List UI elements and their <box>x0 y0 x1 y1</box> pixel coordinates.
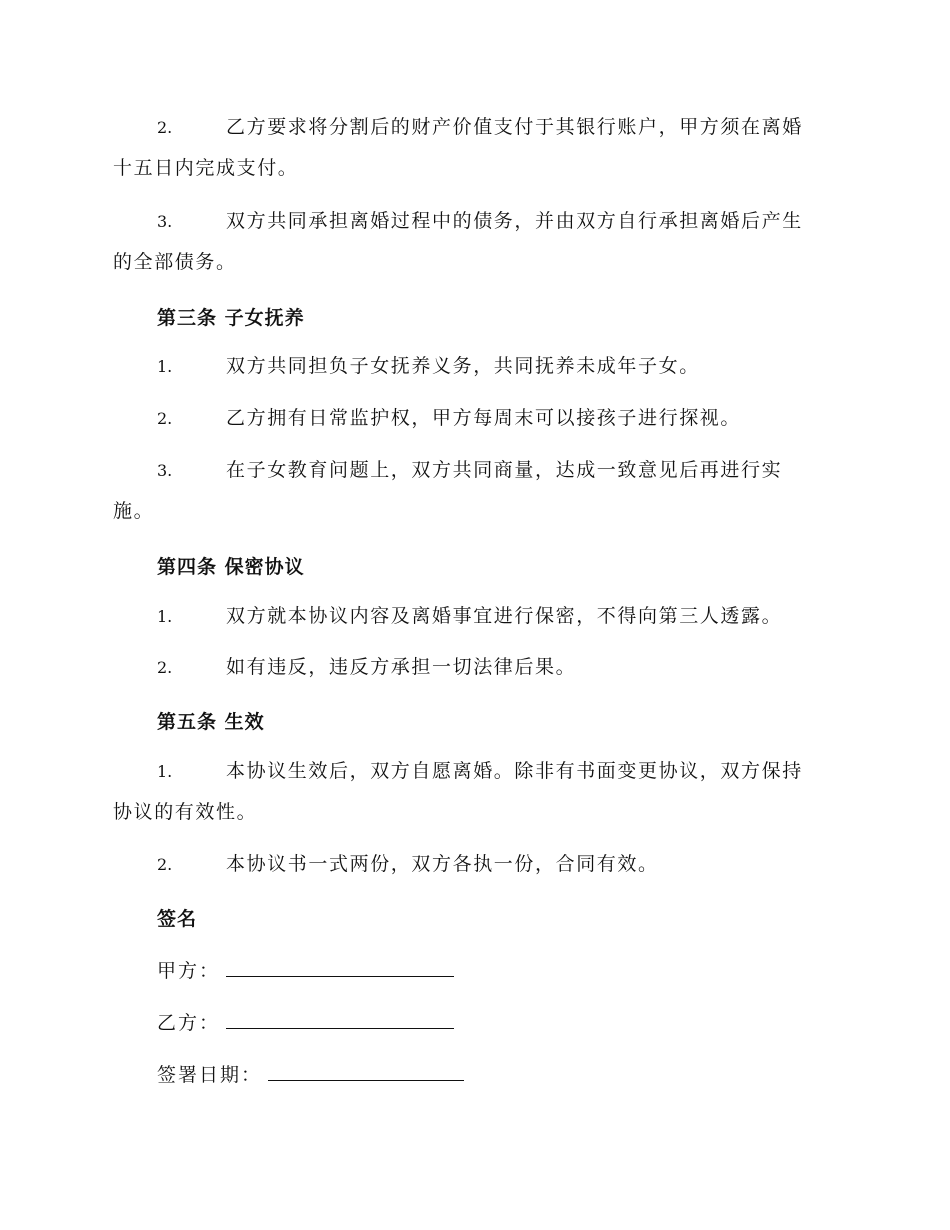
item-number: 3. <box>157 461 173 480</box>
item-text: 双方就本协议内容及离婚事宜进行保密，不得向第三人透露。 <box>226 605 783 627</box>
list-item <box>113 107 833 189</box>
signing-date-line <box>268 1079 464 1081</box>
list-item <box>113 201 833 283</box>
item-text: 乙方要求将分割后的财产价值支付于其银行账户，甲方须在离婚 <box>226 116 803 138</box>
item-text-continued: 协议的有效性。 <box>113 801 258 823</box>
list-item <box>113 647 833 688</box>
item-text: 双方共同担负子女抚养义务，共同抚养未成年子女。 <box>226 355 700 377</box>
party-b-signature-line <box>226 1027 454 1029</box>
item-text: 双方共同承担离婚过程中的债务，并由双方自行承担离婚后产生 <box>226 210 803 232</box>
section-heading: 第四条 保密协议 <box>157 556 305 578</box>
list-item <box>113 346 833 387</box>
item-number: 2. <box>157 118 173 137</box>
item-number: 2. <box>157 409 173 428</box>
signing-date <box>157 1060 464 1087</box>
list-item <box>113 844 833 885</box>
item-text: 本协议生效后，双方自愿离婚。除非有书面变更协议，双方保持 <box>226 760 803 782</box>
item-text-continued: 十五日内完成支付。 <box>113 157 299 179</box>
section-heading: 第五条 生效 <box>157 711 265 733</box>
list-item <box>113 596 833 637</box>
item-number: 1. <box>157 607 173 626</box>
party-a-label: 甲方： <box>157 960 221 982</box>
party-a-signature <box>157 956 454 983</box>
signature-heading: 签名 <box>157 908 198 930</box>
party-a-signature-line <box>226 975 454 977</box>
list-item <box>113 450 833 532</box>
item-number: 1. <box>157 357 173 376</box>
item-number: 1. <box>157 762 173 781</box>
list-item <box>113 398 833 439</box>
item-number: 2. <box>157 658 173 677</box>
signing-date-label: 签署日期： <box>157 1064 263 1086</box>
item-text-continued: 施。 <box>113 500 155 522</box>
list-item <box>113 751 833 833</box>
item-number: 2. <box>157 855 173 874</box>
item-text: 乙方拥有日常监护权，甲方每周末可以接孩子进行探视。 <box>226 407 742 429</box>
party-b-label: 乙方： <box>157 1012 221 1034</box>
item-text: 本协议书一式两份，双方各执一份，合同有效。 <box>226 853 659 875</box>
item-text-continued: 的全部债务。 <box>113 251 237 273</box>
item-text: 如有违反，违反方承担一切法律后果。 <box>226 656 577 678</box>
item-text: 在子女教育问题上，双方共同商量，达成一致意见后再进行实 <box>226 459 783 481</box>
section-heading: 第三条 子女抚养 <box>157 307 305 329</box>
party-b-signature <box>157 1008 454 1035</box>
item-number: 3. <box>157 212 173 231</box>
